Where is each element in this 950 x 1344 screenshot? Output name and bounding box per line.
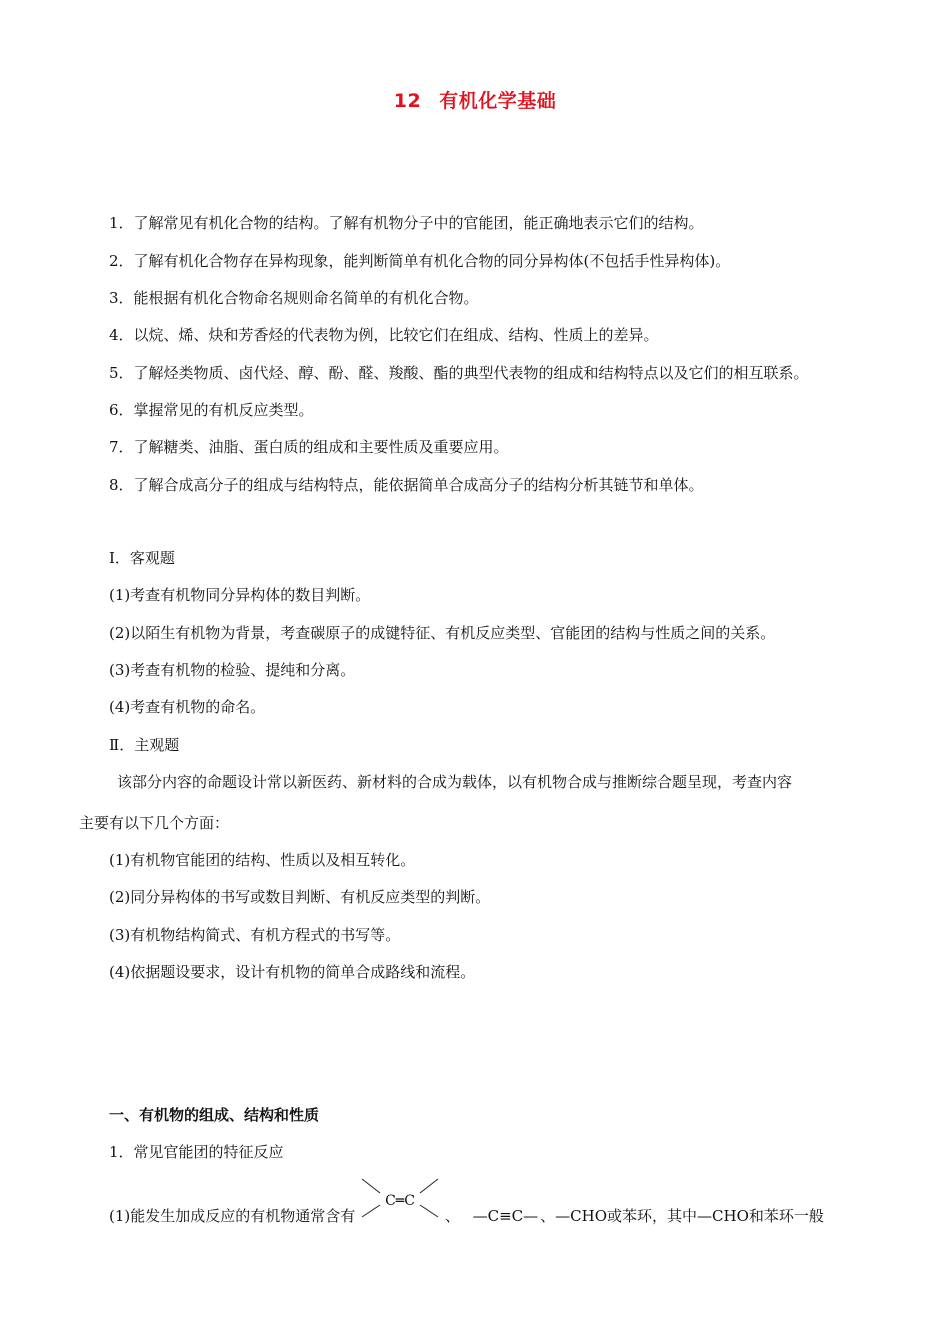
- subjective-section-item: (2)同分异构体的书写或数目判断、有机反应类型的判断。: [109, 888, 491, 906]
- double-bond-label: C═C: [385, 1193, 415, 1209]
- objective-item: 7．了解糖类、油脂、蛋白质的组成和主要性质及重要应用。: [109, 438, 509, 456]
- objective-section-item: (3)考查有机物的检验、提纯和分离。: [109, 661, 356, 679]
- objective-section-item: (1)考查有机物同分异构体的数目判断。: [109, 586, 371, 604]
- page-title: [0, 86, 950, 113]
- triple-bond-label: —C≡C—: [472, 1207, 539, 1225]
- objective-item: 6．掌握常见的有机反应类型。: [109, 401, 314, 419]
- subjective-section-item: (4)依据题设要求，设计有机物的简单合成路线和流程。: [109, 963, 476, 981]
- title-number: 12: [393, 90, 422, 112]
- subjective-intro-line2: 主要有以下几个方面：: [79, 814, 230, 832]
- objective-item: 3．能根据有机化合物命名规则命名简单的有机化合物。: [109, 289, 479, 307]
- line-end-text: —CHO或苯环，其中—CHO和苯环一般: [555, 1207, 824, 1225]
- objective-item: 2．了解有机化合物存在异构现象，能判断简单有机化合物的同分异构体(不包括手性异构体)。: [109, 252, 731, 270]
- subjective-section-item: (1)有机物官能团的结构、性质以及相互转化。: [109, 851, 416, 869]
- title-text: 有机化学基础: [439, 90, 557, 112]
- part-one-line: [109, 1193, 824, 1227]
- objective-section-item: (4)考查有机物的命名。: [109, 698, 266, 716]
- objective-item: 1．了解常见有机化合物的结构。了解有机物分子中的官能团，能正确地表示它们的结构。: [109, 214, 704, 232]
- objective-item: 4．以烷、烯、炔和芳香烃的代表物为例，比较它们在组成、结构、性质上的差异。: [109, 326, 659, 344]
- part-one-subheading: 1．常见官能团的特征反应: [109, 1143, 284, 1161]
- objective-item: 5．了解烃类物质、卤代烃、醇、酚、醛、羧酸、酯的典型代表物的组成和结构特点以及它们的相互联系。: [109, 364, 809, 382]
- objective-item: 8．了解合成高分子的组成与结构特点，能依据简单合成高分子的结构分析其链节和单体。: [109, 476, 704, 494]
- subjective-section-item: (3)有机物结构简式、有机方程式的书写等。: [109, 926, 401, 944]
- separator-1: 、: [444, 1207, 460, 1225]
- part-one-heading: 一、有机物的组成、结构和性质: [109, 1106, 320, 1124]
- separator-2: 、: [540, 1207, 556, 1225]
- subjective-section-heading: Ⅱ．主观题: [109, 736, 180, 754]
- objective-section-heading: Ⅰ．客观题: [109, 549, 175, 567]
- line-start-text: (1)能发生加成反应的有机物通常含有: [109, 1207, 356, 1225]
- double-bond-structure-icon: [360, 1177, 440, 1227]
- objective-section-item: (2)以陌生有机物为背景，考查碳原子的成键特征、有机反应类型、官能团的结构与性质之间的关系。: [109, 624, 776, 642]
- subjective-intro-line1: 该部分内容的命题设计常以新医药、新材料的合成为载体，以有机物合成与推断综合题呈现，考查内容: [117, 773, 793, 791]
